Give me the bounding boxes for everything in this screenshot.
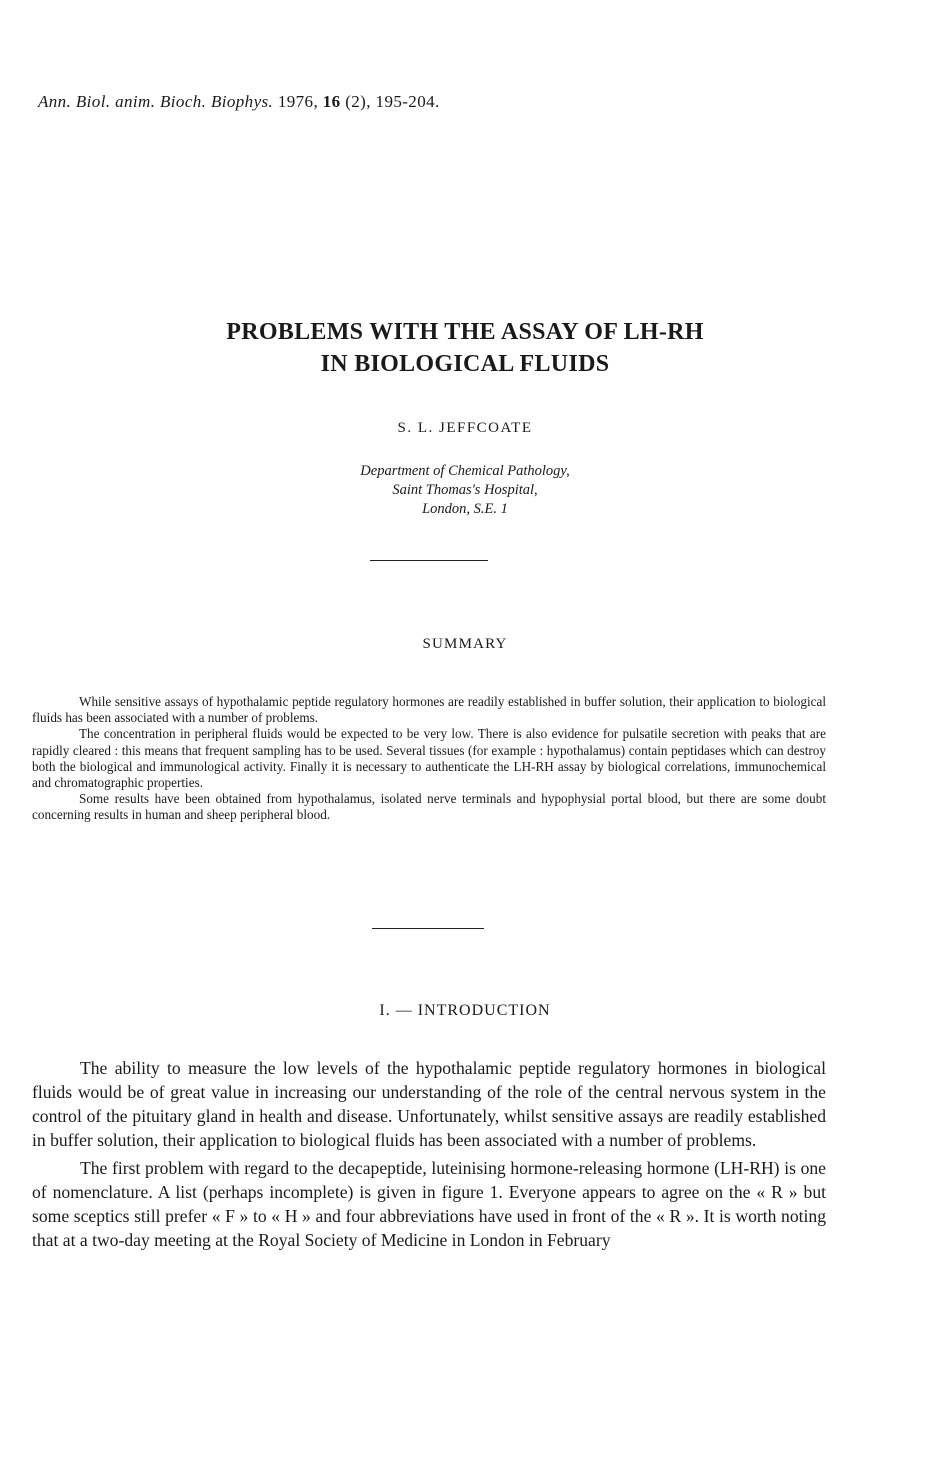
- title-line-1: PROBLEMS WITH THE ASSAY OF LH-RH: [226, 319, 704, 345]
- journal-citation: [38, 92, 440, 112]
- divider-rule: [372, 928, 484, 929]
- author-name: S. L. JEFFCOATE: [397, 420, 533, 436]
- paper-title: [0, 316, 930, 380]
- title-line-2: IN BIOLOGICAL FLUIDS: [320, 351, 610, 377]
- summary-heading: SUMMARY: [422, 636, 508, 652]
- affiliation-line-1: Department of Chemical Pathology,: [360, 463, 570, 479]
- affiliation-line-2: Saint Thomas's Hospital,: [392, 482, 538, 498]
- introduction-heading: I. — INTRODUCTION: [379, 1002, 551, 1019]
- summary-paragraph: While sensitive assays of hypothalamic peptide regulatory hormones are readily established in buffer solution, their application to biological fluids has been associated with a number of problems.: [32, 694, 826, 726]
- journal-name: Ann. Biol. anim. Bioch. Biophys.: [38, 92, 274, 111]
- introduction-paragraph: The first problem with regard to the decapeptide, luteinising hormone-releasing hormone (LH-RH) is one of nomenclature. A list (perhaps incomplete) is given in figure 1. Everyone appears to agree on the « R » but some sceptics still prefer « F » to « H » and four abbreviations have used in front of the « R ». It is worth noting that at a two-day meeting at the Royal Society of Medicine in London in February: [32, 1158, 826, 1250]
- introduction-body: [32, 1056, 826, 1256]
- summary-paragraph: The concentration in peripheral fluids would be expected to be very low. There is also evidence for pulsatile secretion with peaks that are rapidly cleared : this means that frequent sampling has to be used. Several tissues (for example : hypothalamus) contain peptidases which can destroy both the biological and immunological activity. Finally it is necessary to authenticate the LH-RH assay by biological correlations, immunochemical and chromatographic properties.: [32, 726, 826, 791]
- citation-year: 1976,: [277, 92, 319, 111]
- divider-rule: [370, 560, 488, 561]
- summary-paragraph: Some results have been obtained from hypothalamus, isolated nerve terminals and hypophysial portal blood, but there are some doubt concerning results in human and sheep peripheral blood.: [32, 791, 826, 823]
- citation-issue-pages: (2), 195-204.: [345, 92, 440, 111]
- introduction-paragraph: The ability to measure the low levels of the hypothalamic peptide regulatory hormones in biological fluids would be of great value in increasing our understanding of the role of the central nervous system in the control of the pituitary gland in health and disease. Unfortunately, whilst sensitive assays are readily established in buffer solution, their application to biological fluids has been associated with a number of problems.: [32, 1058, 826, 1150]
- summary-body: [32, 694, 826, 824]
- affiliation: [0, 462, 930, 519]
- citation-volume: 16: [322, 92, 341, 111]
- affiliation-line-3: London, S.E. 1: [422, 501, 508, 517]
